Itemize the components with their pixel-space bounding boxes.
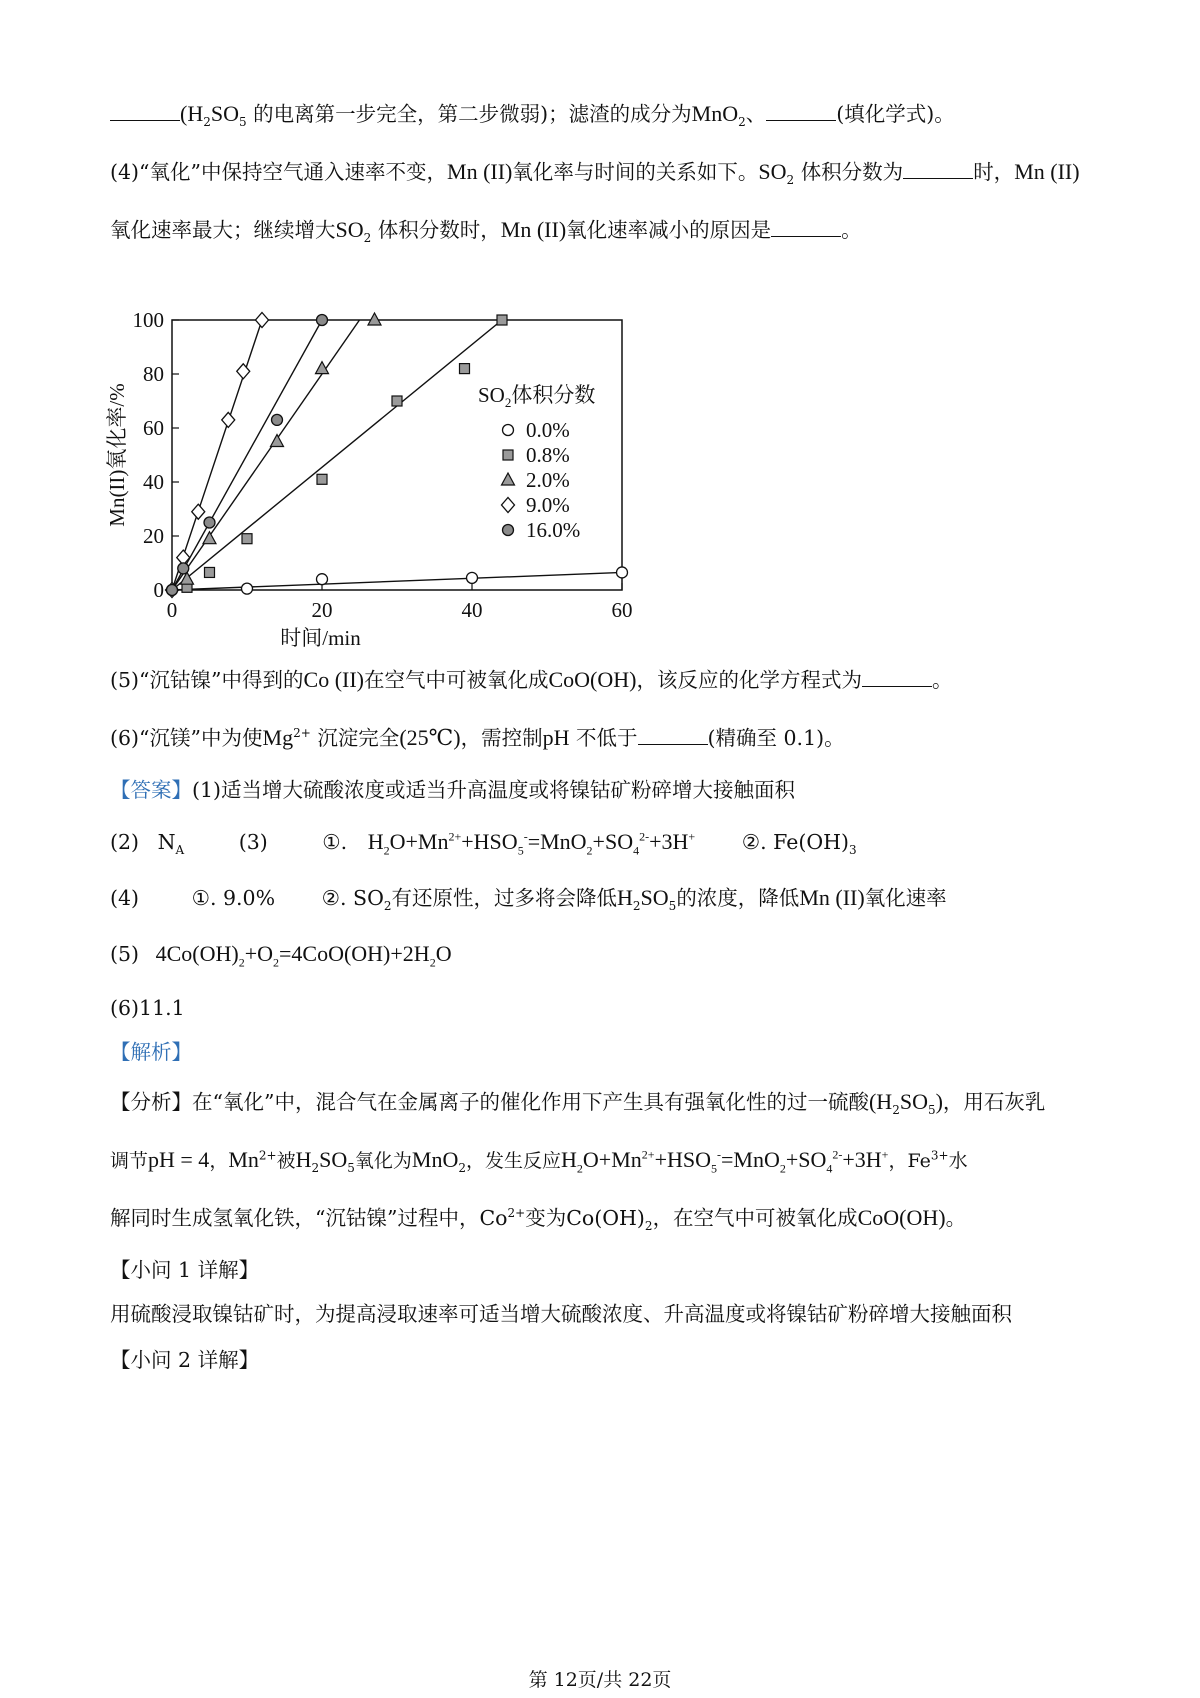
text: 氧化速率减小的原因是 [566,218,772,242]
subscript: 2 [383,899,392,914]
data-point-0.8% [460,364,470,374]
eq-part: =MnO [527,829,587,854]
subscript: 5 [710,1161,717,1176]
data-point-2.0% [271,435,284,447]
answer-blank [771,218,841,237]
superscript: 2- [832,1147,843,1162]
question-number: (2) [110,830,140,854]
answer-3-2: ②. Fe(OH) [741,830,850,854]
answer-4-1: ①. 9.0% [191,886,276,910]
answer-blank [766,102,836,121]
formula: H [617,885,633,910]
paren: ( [180,101,188,126]
text: (精确至 0.1)。 [707,726,845,750]
answer-line-6 [110,994,185,1022]
superscript: + [881,1147,889,1162]
text: 不低于 [576,726,638,750]
q4-line-2 [110,216,862,244]
text: 在“氧化”中，混合气在金属离子的催化作用下产生具有强氧化性的过一硫酸 [192,1090,869,1114]
text: 的电离第一步完全，第二步微弱)；滤渣的成分为 [253,102,692,126]
answer-line-1 [110,776,795,804]
data-point-9.0% [222,412,235,427]
section-tag: 【小问 2 详解】 [110,1348,260,1372]
text: “沉镁”中为使 [139,726,263,750]
eq-part: +3H [649,829,689,854]
analysis-line-2 [110,1146,968,1175]
answer-blank [903,160,973,179]
y-tick-label: 40 [143,470,164,494]
data-point-2.0% [203,532,216,544]
text: 、 [745,102,767,126]
formula: (H [868,1089,893,1114]
legend-marker-2.0% [502,473,515,485]
fit-line-16.0% [172,320,322,590]
question-number: (4) [110,886,140,910]
formula: Mn (II) [447,159,513,184]
formula: Mn (II) [500,217,567,242]
subscript: 5 [668,899,677,914]
formula: pH = 4 [148,1147,210,1172]
subscript: 2 [738,115,746,130]
text: ， [209,1150,229,1172]
text: 氧化速率最大；继续增大 [110,218,336,242]
subscript: 2 [576,1161,583,1176]
formula: Mn (II) [799,885,865,910]
data-point-16.0% [272,414,283,425]
question-number: (6) [110,726,140,750]
formula: Co(OH) [566,1206,645,1230]
superscript: 2+ [258,1148,277,1163]
subscript: 2 [892,1103,900,1118]
formula: Mn [228,1147,259,1172]
x-tick-label: 60 [611,598,633,622]
x-tick-label: 20 [311,598,333,622]
formula: SO [640,885,669,910]
data-point-16.0% [317,315,328,326]
fit-line-0.8% [172,320,502,590]
subscript: 2 [458,1160,467,1175]
text: 氧化速率 [864,886,947,910]
text: 调节 [110,1150,149,1172]
text: (填化学式)。 [836,102,955,126]
text: 。 [841,218,862,242]
formula: Fe [907,1150,931,1172]
formula: SO [210,101,239,126]
fit-line-2.0% [172,320,360,590]
analysis-subtag: 【分析】 [110,1090,192,1114]
formula: H [295,1147,312,1172]
superscript: - [716,1147,721,1162]
subscript: 2 [238,955,245,970]
superscript: 3+ [930,1148,949,1163]
formula: SO [335,217,364,242]
answer-1: (1)适当增大硫酸浓度或适当升高温度或将镍钴矿粉碎增大接触面积 [192,778,796,802]
x-tick-label: 40 [461,598,483,622]
data-point-16.0% [204,517,215,528]
answer-6: (6)11.1 [110,996,185,1020]
text: 氧化率与时间的关系如下。 [512,160,759,184]
sub1-text-line [110,1300,1012,1328]
legend-title [478,383,595,410]
data-point-0.0% [317,574,328,585]
question-number: (4) [110,160,140,184]
text: 在空气中可被氧化成 [364,668,549,692]
text: 氧化为 [354,1150,412,1172]
subscript: 5 [238,115,247,130]
answer-blank [110,102,180,121]
superscript: 2+ [641,1147,655,1162]
text: 有还原性，过多将会降低 [391,886,618,910]
subscript: 5 [517,843,524,858]
sub2-tag-line [110,1346,259,1374]
subscript: 2 [429,955,436,970]
data-point-0.0% [617,567,628,578]
q4-line-1 [110,158,1080,186]
answer-5-equation [155,941,452,970]
eq-part: =MnO [720,1147,780,1172]
text: 。 [945,1206,967,1230]
q6-line [110,724,845,752]
eq-part: O [435,941,452,966]
formula: H [187,101,204,126]
data-point-9.0% [192,504,205,519]
subscript: 2 [586,843,593,858]
answer-line-4 [110,884,947,912]
formula: SO [758,159,787,184]
answer-blank [638,726,708,745]
subscript: 2 [311,1160,320,1175]
data-point-0.0% [242,583,253,594]
equation [561,1147,889,1176]
section-tag: 【小问 1 详解】 [110,1258,260,1282]
subscript: 2 [272,955,279,970]
answer-blank [862,668,932,687]
x-axis-label: 时间/min [280,626,361,650]
subscript: 4 [633,843,640,858]
legend-label: 0.0% [526,418,570,442]
text: 体积分数时， [377,218,501,242]
analysis-tag-line [110,1038,192,1066]
q3-tail-line [110,100,955,128]
oxidation-rate-chart [105,308,710,680]
subscript: 2 [786,173,795,188]
eq-part: H [561,1147,577,1172]
data-point-0.8% [242,534,252,544]
data-point-0.8% [497,315,507,325]
analysis-line-1 [110,1088,1045,1116]
data-point-2.0% [368,313,381,325]
answer-line-5 [110,940,452,968]
y-tick-label: 20 [143,524,164,548]
subscript: 2 [203,115,211,130]
data-point-0.8% [317,474,327,484]
subscript: 2 [383,843,390,858]
y-tick-label: 80 [143,362,164,386]
eq-part: +HSO [654,1147,711,1172]
text: ，该反应的化学方程式为 [636,668,862,692]
legend-label: 0.8% [526,443,570,467]
fit-line-0.0% [172,572,622,590]
text: “沉钴镍”中得到的 [139,668,304,692]
superscript: 2+ [507,1206,526,1221]
eq-part: +SO [592,829,634,854]
formula: CoO(OH) [548,667,637,692]
superscript: 2+ [293,726,311,741]
eq-part: =4CoO(OH)+2H [278,941,430,966]
formula: MnO [411,1147,459,1172]
text: 被 [276,1150,296,1172]
formula: Co (II) [303,667,364,692]
eq-part: +O [244,941,273,966]
data-point-16.0% [167,585,178,596]
subscript: 4 [826,1161,833,1176]
eq-part: +3H [842,1147,882,1172]
formula: CoO(OH) [857,1205,946,1230]
legend-marker-0.8% [503,450,513,460]
data-point-0.8% [392,396,402,406]
subscript: 2 [632,899,641,914]
formula: pH [542,725,570,750]
legend-marker-16.0% [503,525,514,536]
subscript: 2 [363,231,372,246]
y-axis-label: Mn(II)氧化率/% [105,383,129,527]
text: 水 [948,1150,968,1172]
answer-2: N [157,830,176,854]
legend-marker-9.0% [502,498,515,513]
subscript: 3 [849,843,857,858]
text: ，需控制 [460,726,543,750]
legend-title-sub: 2 [504,395,512,410]
formula: SO [319,1147,348,1172]
data-point-16.0% [178,563,189,574]
formula: ) [935,1089,943,1114]
eq-part: O+Mn [389,829,449,854]
text: 变为 [525,1206,567,1230]
formula: SO [899,1089,928,1114]
legend-label: 16.0% [526,518,581,542]
text: 体积分数为 [800,160,904,184]
superscript: + [688,829,696,844]
sub1-tag-line [110,1256,259,1284]
data-point-9.0% [256,313,269,328]
eq-part: O+Mn [582,1147,642,1172]
subscript: A [175,843,185,858]
legend-label: 2.0% [526,468,570,492]
question-number: (5) [110,942,140,966]
formula: Mg [262,725,294,750]
formula: MnO [691,101,739,126]
y-tick-label: 100 [132,308,164,332]
text: ，发生反应 [466,1150,562,1172]
legend-title-so: SO [478,383,505,407]
text: 沉淀完全 [317,726,400,750]
text: ， [888,1150,908,1172]
superscript: 2+ [448,829,462,844]
fit-line-9.0% [172,320,262,590]
text: 。 [932,668,953,692]
subscript: 2 [644,1219,653,1234]
text: ，在空气中可被氧化成 [652,1206,858,1230]
text: 用硫酸浸取镍钴矿时，为提高浸取速率可适当增大硫酸浓度、升高温度或将镍钴矿粉碎增大接触面积 [110,1302,1012,1326]
temperature: (25℃) [399,725,461,750]
question-number: (3) [238,830,268,854]
analysis-line-3 [110,1204,966,1232]
eq-part: 4Co(OH) [155,941,239,966]
subscript: 5 [347,1160,355,1175]
data-point-0.8% [205,567,215,577]
question-number: (5) [110,668,140,692]
y-tick-label: 0 [153,578,164,602]
eq-part: H [367,829,384,854]
answer-line-2 [110,828,857,856]
data-point-0.0% [467,572,478,583]
text: 解同时生成氢氧化铁，“沉钴镍”过程中， [110,1206,480,1230]
data-point-9.0% [237,364,250,379]
subscript: 2 [779,1161,786,1176]
page-footer: 第 12页/共 22页 [528,1669,672,1691]
text: 时， [973,160,1015,184]
analysis-tag: 【解析】 [110,1040,192,1064]
formula: Co [479,1206,508,1230]
legend-marker-0.0% [503,425,514,436]
text: ，用石灰乳 [942,1090,1046,1114]
text: “氧化”中保持空气通入速率不变， [139,160,448,184]
answer-3-1-equation [367,829,696,858]
x-tick-label: 0 [166,598,178,622]
subscript: 5 [927,1103,936,1118]
text: 的浓度，降低 [676,886,800,910]
superscript: - [523,829,528,844]
answer-4-2: ②. SO [321,886,384,910]
answer-tag: 【答案】 [110,778,192,802]
legend-title-rest: 体积分数 [511,383,596,407]
formula: Mn (II) [1014,159,1080,184]
superscript: 2- [639,829,650,844]
eq-part: +HSO [461,829,518,854]
answer-3-1-label: ①. [322,830,348,854]
y-tick-label: 60 [143,416,164,440]
eq-part: +SO [785,1147,827,1172]
legend-label: 9.0% [526,493,570,517]
q5-line [110,666,953,694]
